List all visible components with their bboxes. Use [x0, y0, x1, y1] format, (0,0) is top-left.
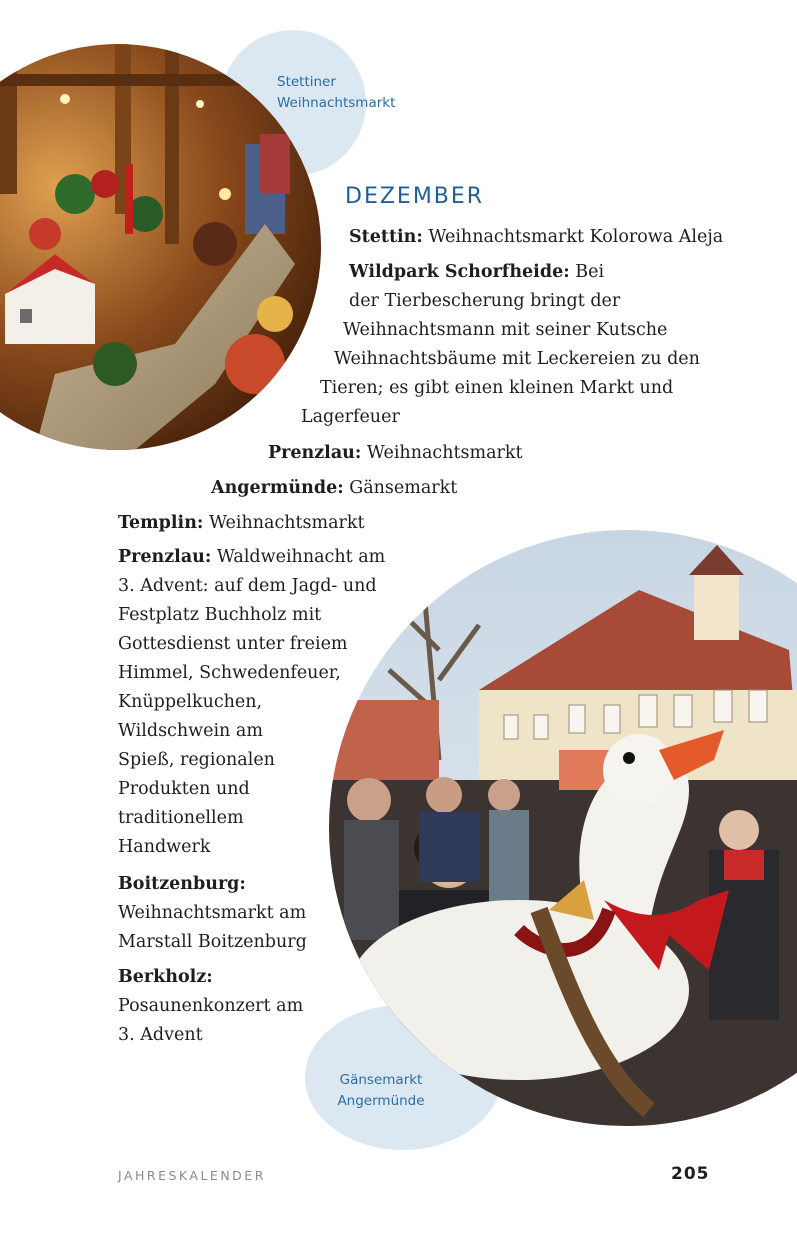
caption-line: Angermünde	[337, 1093, 425, 1109]
entry-text-line: Weihnachtsmann mit seiner Kutsche	[343, 320, 668, 340]
entry-text-line: Marstall Boitzenburg	[118, 932, 307, 952]
entry-place: Angermünde:	[211, 478, 344, 498]
entry-text-line: Wildschwein am	[118, 721, 263, 741]
entry-text-line: 3. Advent: auf dem Jagd- und	[118, 576, 377, 596]
entry-place: Wildpark Schorfheide:	[349, 262, 570, 282]
entry-prenzlau-waldweihnacht	[118, 546, 385, 568]
entry-place: Prenzlau:	[268, 443, 362, 463]
caption-line: Gänsemarkt	[339, 1072, 423, 1088]
entry-place: Templin:	[118, 513, 204, 533]
entry-place: Berkholz:	[118, 967, 213, 987]
entry-angermuende	[211, 477, 457, 499]
entry-text-line: 3. Advent	[118, 1025, 203, 1045]
entry-text: Bei	[569, 262, 605, 282]
entry-text-line: Tieren; es gibt einen kleinen Markt und	[320, 378, 674, 398]
entry-text-line: Posaunenkonzert am	[118, 996, 304, 1016]
entry-text-line: der Tierbescherung bringt der	[349, 291, 621, 311]
month-heading: DEZEMBER	[345, 184, 485, 209]
entry-text: Weihnachtsmarkt	[203, 513, 365, 533]
entry-text-line: Gottesdienst unter freiem	[118, 634, 348, 654]
entry-text-line: Himmel, Schwedenfeuer,	[118, 663, 341, 683]
entry-text-line: traditionellem	[118, 808, 244, 828]
footer-section-title: JAHRESKALENDER	[118, 1168, 266, 1183]
entry-text-line: Spieß, regionalen	[118, 750, 275, 770]
entry-text: Weihnachtsmarkt Kolorowa Aleja	[422, 227, 724, 247]
caption-line: Stettiner	[277, 74, 336, 90]
entry-prenzlau-weihnachtsmarkt	[268, 442, 523, 464]
entry-wildpark	[349, 261, 604, 283]
entry-berkholz	[118, 966, 213, 988]
entry-text: Waldweihnacht am	[211, 547, 386, 567]
entry-stettin	[349, 226, 723, 248]
entry-text-line: Lagerfeuer	[301, 407, 400, 427]
entry-place: Stettin:	[349, 227, 423, 247]
entry-boitzenburg	[118, 873, 246, 895]
caption-stettiner-weihnachtsmarkt	[277, 72, 395, 114]
entry-text-line: Handwerk	[118, 837, 211, 857]
entry-text: Weihnachtsmarkt	[361, 443, 523, 463]
page-number: 205	[671, 1164, 710, 1184]
entry-text-line: Weihnachtsbäume mit Leckereien zu den	[334, 349, 700, 369]
entry-templin	[118, 512, 365, 534]
entry-text-line: Knüppelkuchen,	[118, 692, 263, 712]
entry-place: Prenzlau:	[118, 547, 212, 567]
entry-text-line: Weihnachtsmarkt am	[118, 903, 307, 923]
caption-line: Weihnachtsmarkt	[277, 95, 396, 111]
caption-gaensemarkt-angermuende	[334, 1070, 428, 1112]
entry-place: Boitzenburg:	[118, 874, 246, 894]
entry-text-line: Festplatz Buchholz mit	[118, 605, 322, 625]
entry-text: Gänsemarkt	[343, 478, 458, 498]
entry-text-line: Produkten und	[118, 779, 250, 799]
